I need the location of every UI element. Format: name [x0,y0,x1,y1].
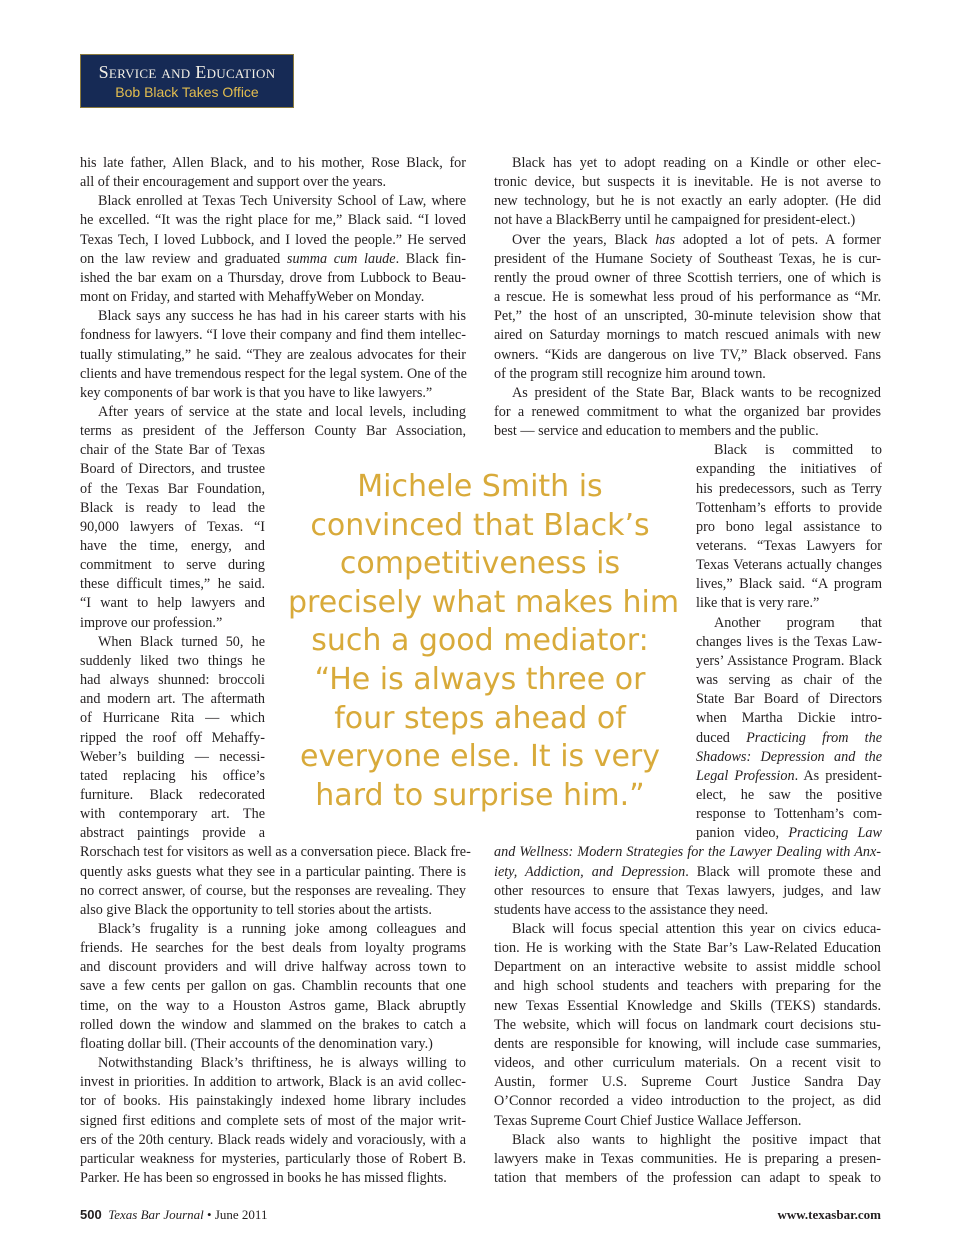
text-line: terms as president of the Jefferson County Bar Association, [80,423,466,440]
italic-title: Legal Profession [696,767,795,784]
text-line: and modern art. The aftermath [80,691,265,708]
text-line: After years of service at the state and local levels, including [98,403,466,420]
text-line: furniture. Black redecorated [80,786,265,803]
section-header [80,54,294,108]
text-line: When Black turned 50, he [98,633,265,650]
website-link[interactable]: www.texasbar.com [777,1207,881,1222]
text-line: iety, Addiction, and Depression. Black will promote these and [494,863,881,880]
text-line: Black says any success he has had in his career starts with his [98,308,466,325]
text-line: for a renewed commitment to what the organized bar provides [494,403,881,420]
text-line: students have access to the assistance they need. [494,901,769,918]
page-number: 500 [80,1207,102,1222]
text-line: pro bono legal assistance to [696,518,882,535]
text-line: changes lives is the Texas Law- [696,633,882,650]
text-line: tronic device, but suspects it is inevitable. He is not averse to [494,174,881,191]
text-line: his late father, Allen Black, and to his mother, Rose Black, for [80,155,466,171]
text-line: of the program still recognize him around town. [494,365,766,382]
text-line: Notwithstanding Black’s thriftiness, he is always willing to [98,1055,466,1072]
footer-separator: • [207,1207,212,1222]
text-line: Austin, former U.S. Supreme Court Justice Sandra Day [494,1074,881,1091]
text-line: clients and have tremendous respect for the legal system. One of the [80,365,467,382]
text-line: with contemporary art. The [80,806,265,823]
text-line: veterans. “Texas Lawyers for [696,538,882,554]
text-line: Texas Tech, I loved Lubbock, and I loved the people.” He served [80,231,466,248]
text-line: mont on Friday, and started with MehaffyWeber on Monday. [80,289,425,306]
text-line: yers’ Assistance Program. Black [696,652,882,669]
text-line: time, on the way to a Houston Astros game, Black abruptly [80,997,466,1014]
text-line: and discount providers and will drive halfway across town to [80,959,466,976]
text-line: abstract paintings provide a [80,825,265,842]
text-line: new Texas Essential Knowledge and Skills (TEKS) standards. [494,997,881,1014]
text-line: Black is committed to [714,442,882,459]
text-line: tated replacing his office’s [80,767,265,784]
text-line: particular weakness for mysteries, particularly those of Robert B. [80,1150,466,1167]
text-line: was serving as chair of the [696,672,882,689]
text-line: Texas Veterans actually changes [696,557,882,574]
pull-quote-line: such a good mediator: [311,623,649,659]
text-line: Texas Supreme Court Chief Justice Wallace Jefferson. [494,1112,802,1129]
text-line: tually stimulating,” he said. “They are zealous advocates for their [80,346,466,363]
text-line: Black’s frugality is a running joke among colleagues and [98,921,466,937]
text-line: State Bar Board of Directors [696,691,882,708]
italic-title: Practicing from the [746,729,882,746]
text-line: had always shunned: broccoli [80,672,265,689]
footer-left [80,1207,267,1223]
pull-quote-line: Michele Smith is [357,469,603,504]
text-line: expanding the initiatives of [696,461,882,478]
text-line: Over the years, Black has adopted a lot of pets. A former [512,231,881,248]
text-line: and high school students and teachers with preparing for the [494,978,881,995]
pull-quote-line: four steps ahead of [334,700,626,736]
text-line: “I want to help lawyers and [80,595,265,612]
text-line: ished the bar exam on a Thursday, drove from Lubbock to Beau- [80,269,466,286]
text-line: Black enrolled at Texas Tech University School of Law, where [98,193,466,210]
text-line: lawyers make in Texas communities. He is preparing a presen- [494,1150,881,1167]
pull-quote-line: precisely what makes him [288,584,680,620]
text-line: dents are responsible for knowing, will include case summaries, [494,1035,881,1052]
text-line: tation that members of the profession can adapt to speak to [494,1169,881,1186]
text-line: Black also wants to highlight the positive impact that [512,1131,881,1148]
text-line: aired on Saturday mornings to match rescued animals with new [494,327,881,344]
pull-quote-line: convinced that Black’s [310,507,650,543]
italic-title: Shadows: Depression and the [696,748,882,765]
text-line: new technology, but he is not exactly an early adopter. (He did [494,193,881,210]
text-line: elect, he saw the positive [696,786,882,803]
text-line: tor of books. His painstakingly indexed home library includes [80,1093,466,1110]
text-line: friends. He searches for the best deals from loyalty programs [80,940,466,957]
text-line: chair of the State Bar of Texas [80,442,265,459]
text-line: Department on an interactive website to assist middle school [494,959,881,976]
text-line: on the law review and graduated summa cum laude. Black fin- [80,250,466,267]
text-line: tion. He is working with the State Bar’s Law-Related Education [494,940,881,957]
issue-date: June 2011 [214,1207,268,1222]
pull-quote [288,468,680,815]
pull-quote-line: hard to surprise him.” [315,777,645,813]
section-subtitle: Bob Black Takes Office [115,84,259,100]
text-line: response to Tottenham’s com- [696,806,882,823]
text-line: like that is very rare.” [696,595,820,612]
text-line: save a few cents per gallon on gas. Chamblin recounts that one [80,978,466,995]
text-line: of the Texas Bar Foundation, [80,480,265,497]
text-line [696,748,882,767]
text-line: his predecessors, such as Terry [696,480,882,497]
text-line: Weber’s building — necessi- [80,748,265,765]
text-line: best — service and education to members and the public. [494,423,819,440]
italic-title: summa cum laude [286,250,396,267]
text-line: Rorschach test for visitors as well as a conversation piece. Black fre- [80,844,471,861]
text-line: rently the proud owner of three Scottish terriers, one of which is [494,269,881,286]
text-line: O’Connor recorded a video introduction to the project, as did [494,1093,881,1110]
pull-quote-line: everyone else. It is very [299,739,660,775]
text-line: Board of Directors, and trustee [80,461,265,478]
text-line: ripped the roof off Mehaffy- [80,729,265,746]
section-title: Service and Education [98,62,276,82]
text-line: fondness for lawyers. “I love their company and find them intellec- [80,327,466,344]
text-line: other resources to ensure that Texas lawyers, judges, and law [494,882,881,899]
text-line: Black is ready to lead the [80,499,265,516]
text-line: no correct answer, of course, but the responses are revealing. They [80,882,466,899]
text-line: suddenly liked two things he [80,652,265,669]
text-line: 90,000 lawyers of Texas. “I [80,518,265,535]
text-line: ers of the 20th century. Black reads widely and voraciously, with a [80,1131,466,1148]
text-line: president of the Humane Society of Southeast Texas, he is cur- [494,250,881,267]
text-line: a rescue. He is somewhat less proud of his performance as “Mr. [494,289,881,306]
text-line: of Hurricane Rita — which [80,710,265,727]
text-line: Black will focus special attention this year on civics educa- [512,921,881,937]
text-line: signed first editions and complete sets of most of the major writ- [80,1112,466,1129]
text-line: quently asks guests what they see in a particular painting. There is [80,863,466,880]
text-line: duced Practicing from the [696,729,882,746]
text-line: invest in priorities. In addition to artwork, Black is an avid collec- [80,1074,466,1091]
text-line: The website, which will focus on landmark court decisions stu- [494,1016,881,1033]
text-line: lives,” Black said. “A program [696,576,882,593]
text-line: Pet,” the host of an unscripted, 30-minute television show that [494,308,881,325]
text-line: these difficult times,” he said. [80,576,265,593]
text-line: have the time, energy, and [80,538,265,554]
text-line: commitment to serve during [80,557,265,574]
text-line: improve our profession.” [80,614,223,631]
publication-name: Texas Bar Journal [108,1207,204,1222]
text-line: Tottenham’s efforts to provide [696,499,882,516]
italic-title: Practicing Law [788,825,882,842]
text-line: also give Black the opportunity to tell stories about the artists. [80,901,432,918]
text-line: when Martha Dickie intro- [696,710,882,727]
text-line: Black has yet to adopt reading on a Kindle or other elec- [512,155,881,171]
text-line: and Wellness: Modern Strategies for the Lawyer Dealing with Anx- [494,844,881,861]
text-line: videos, and other curriculum materials. On a recent visit to [494,1055,881,1072]
text-line: not have a BlackBerry until he campaigned for president-elect.) [494,212,856,229]
text-line: panion video, Practicing Law [696,825,882,842]
pull-quote-line: “He is always three or [314,661,646,697]
text-line: floating dollar bill. (Their accounts of the denomination vary.) [80,1035,433,1052]
text-line: all of their encouragement and support over the years. [80,174,387,191]
text-line: owners. “Kids are dangerous on live TV,” Black observed. Fans [494,346,881,363]
pull-quote-line: competitiveness is [339,546,621,582]
text-line: key components of bar work is that you have to like lawyers.” [80,384,433,401]
italic-title: iety, Addiction, and Depression [494,863,686,880]
text-line: rolled down the window and slammed on the brakes to catch a [80,1016,466,1033]
text-line: Parker. He has been so engrossed in books he has missed flights. [80,1169,447,1186]
text-line: As president of the State Bar, Black wants to be recognized [512,384,881,401]
italic-title: has [655,231,676,248]
text-line: Another program that [714,614,882,631]
text-line: he excelled. “It was the right place for me,” Black said. “I loved [80,212,466,229]
text-line: Legal Profession. As president- [696,767,883,784]
